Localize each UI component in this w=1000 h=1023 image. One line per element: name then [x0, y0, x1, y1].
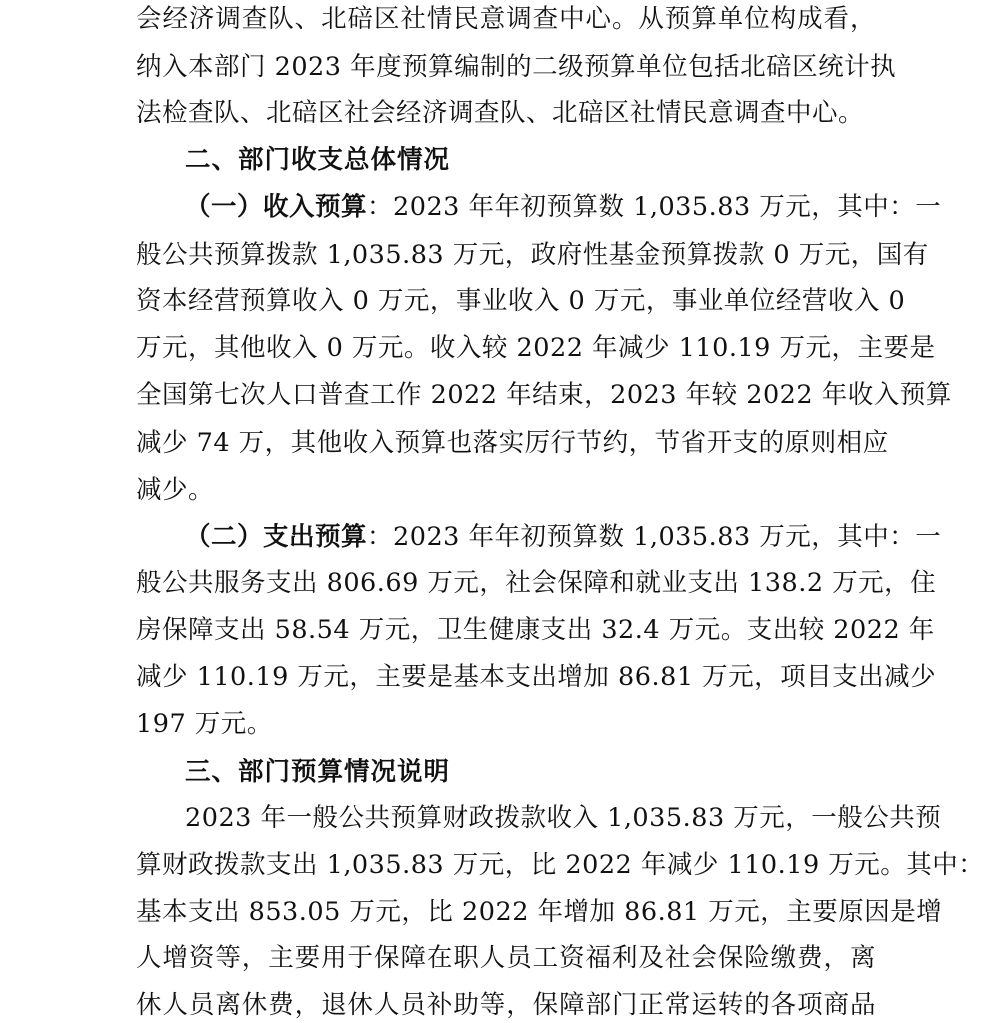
body-text-line: 人增资等，主要用于保障在职人员工资福利及社会保险缴费，离: [136, 943, 876, 973]
body-text-line: 197 万元。: [136, 709, 273, 739]
section-heading: 二、部门收支总体情况: [185, 145, 451, 175]
expense-paragraph-first-line: [185, 522, 942, 552]
body-text-line: 资本经营预算收入 0 万元，事业收入 0 万元，事业单位经营收入 0: [136, 286, 906, 316]
body-text-line: 房保障支出 58.54 万元，卫生健康支出 32.4 万元。支出较 2022 年: [136, 615, 935, 645]
body-text-line: 般公共服务支出 806.69 万元，社会保障和就业支出 138.2 万元，住: [136, 568, 937, 598]
section-heading: 三、部门预算情况说明: [185, 757, 451, 787]
expense-label: （二）支出预算: [185, 522, 368, 552]
body-text-line: 减少 110.19 万元，主要是基本支出增加 86.81 万元，项目支出减少: [136, 662, 937, 692]
body-text-line: 全国第七次人口普查工作 2022 年结束，2023 年较 2022 年收入预算: [136, 380, 952, 410]
body-text-line: 万元，其他收入 0 万元。收入较 2022 年减少 110.19 万元，主要是: [136, 333, 936, 363]
body-text-line: 纳入本部门 2023 年度预算编制的二级预算单位包括北碚区统计执: [136, 52, 897, 82]
income-line-rest: ：2023 年年初预算数 1,035.83 万元，其中：一: [367, 192, 942, 222]
body-text-line: 般公共预算拨款 1,035.83 万元，政府性基金预算拨款 0 万元，国有: [136, 240, 929, 270]
body-text-line: 休人员离休费，退休人员补助等，保障部门正常运转的各项商品: [136, 990, 876, 1020]
body-text-line: 法检查队、北碚区社会经济调查队、北碚区社情民意调查中心。: [136, 98, 865, 128]
body-text-line: 减少 74 万，其他收入预算也落实厉行节约，节省开支的原则相应: [136, 428, 889, 458]
expense-line-rest: ：2023 年年初预算数 1,035.83 万元，其中：一: [367, 522, 942, 552]
body-text-line: 会经济调查队、北碚区社情民意调查中心。从预算单位构成看，: [136, 4, 876, 34]
body-text-line: 算财政拨款支出 1,035.83 万元，比 2022 年减少 110.19 万元。其中：: [136, 850, 985, 880]
body-text-line: 2023 年一般公共预算财政拨款收入 1,035.83 万元，一般公共预: [185, 803, 942, 833]
body-text-line: 减少。: [136, 475, 215, 505]
income-paragraph-first-line: [185, 192, 942, 222]
body-text-line: 基本支出 853.05 万元，比 2022 年增加 86.81 万元，主要原因是增: [136, 897, 943, 927]
income-label: （一）收入预算: [185, 192, 368, 222]
